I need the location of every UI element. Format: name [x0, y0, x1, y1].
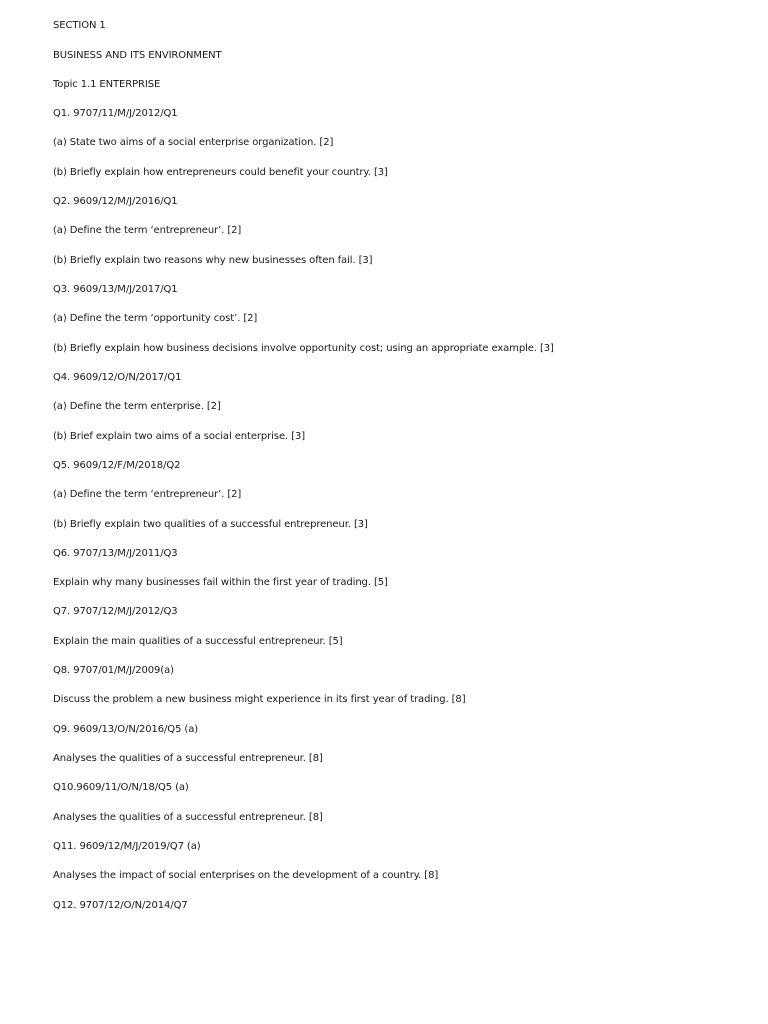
question-text: (a) State two aims of a social enterprise organization. [2]: [53, 137, 334, 148]
question-text: Analyses the qualities of a successful entrepreneur. [8]: [53, 753, 323, 764]
question-text: (b) Briefly explain how entrepreneurs could benefit your country. [3]: [53, 167, 388, 178]
question-text: (a) Define the term enterprise. [2]: [53, 401, 221, 412]
question-code: Q7. 9707/12/M/J/2012/Q3: [53, 606, 178, 617]
question-code: Q8. 9707/01/M/J/2009(a): [53, 665, 174, 676]
question-text: (b) Briefly explain how business decisions involve opportunity cost; using an appropriate example. [3]: [53, 343, 554, 354]
question-code: Q6. 9707/13/M/J/2011/Q3: [53, 548, 178, 559]
question-text: (b) Briefly explain two reasons why new businesses often fail. [3]: [53, 255, 373, 266]
topic-heading: Topic 1.1 ENTERPRISE: [53, 79, 161, 90]
question-text: Analyses the qualities of a successful entrepreneur. [8]: [53, 812, 323, 823]
question-code: Q2. 9609/12/M/J/2016/Q1: [53, 196, 178, 207]
section-label: SECTION 1: [53, 20, 106, 31]
question-code: Q11. 9609/12/M/J/2019/Q7 (a): [53, 841, 201, 852]
question-code: Q12. 9707/12/O/N/2014/Q7: [53, 900, 188, 911]
question-text: (b) Brief explain two aims of a social enterprise. [3]: [53, 431, 306, 442]
question-text: (a) Define the term ‘opportunity cost’. [2]: [53, 313, 258, 324]
question-code: Q4. 9609/12/O/N/2017/Q1: [53, 372, 182, 383]
section-heading: BUSINESS AND ITS ENVIRONMENT: [53, 50, 222, 61]
question-text: Explain the main qualities of a successful entrepreneur. [5]: [53, 636, 343, 647]
question-code: Q9. 9609/13/O/N/2016/Q5 (a): [53, 724, 199, 735]
question-code: Q1. 9707/11/M/J/2012/Q1: [53, 108, 178, 119]
question-code: Q3. 9609/13/M/J/2017/Q1: [53, 284, 178, 295]
question-text: (a) Define the term ‘entrepreneur’. [2]: [53, 225, 242, 236]
question-text: Analyses the impact of social enterprises on the development of a country. [8]: [53, 870, 439, 881]
question-text: (b) Briefly explain two qualities of a successful entrepreneur. [3]: [53, 519, 368, 530]
question-code: Q10.9609/11/O/N/18/Q5 (a): [53, 782, 189, 793]
question-code: Q5. 9609/12/F/M/2018/Q2: [53, 460, 181, 471]
question-text: Explain why many businesses fail within the first year of trading. [5]: [53, 577, 388, 588]
question-text: (a) Define the term ‘entrepreneur’. [2]: [53, 489, 242, 500]
question-text: Discuss the problem a new business might experience in its first year of trading. [8]: [53, 694, 466, 705]
